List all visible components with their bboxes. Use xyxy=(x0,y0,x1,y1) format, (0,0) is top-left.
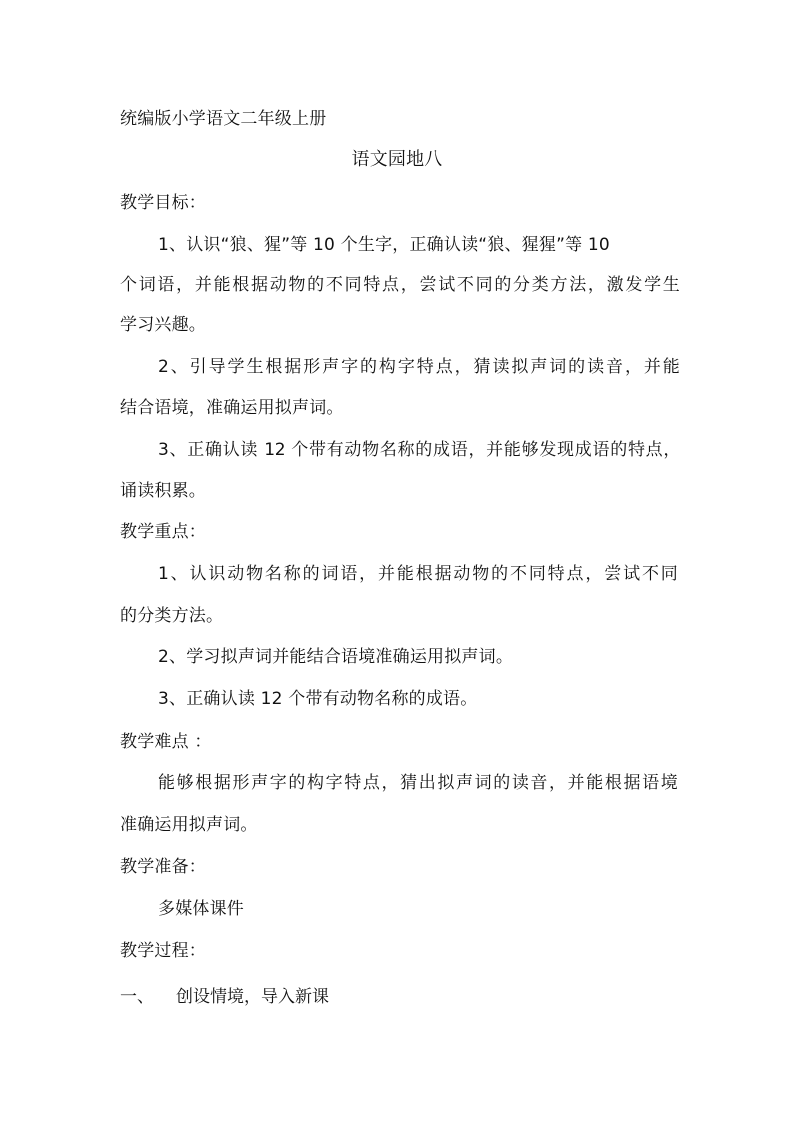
process-step-1-number: 一、 xyxy=(120,987,154,1007)
teaching-goals-heading: 教学目标： xyxy=(120,193,206,213)
key-point-1-line-1: 1、认识动物名称的词语，并能根据动物的不同特点，尝试不同 xyxy=(158,564,678,584)
document-subtitle: 统编版小学语文二年级上册 xyxy=(120,109,327,129)
goal-2-line-1: 2、引导学生根据形声字的构字特点，猜读拟声词的读音，并能 xyxy=(158,357,680,377)
document-title: 语文园地八 xyxy=(351,149,443,170)
difficulties-heading: 教学难点 ： xyxy=(120,732,212,752)
preparation-heading: 教学准备： xyxy=(120,857,206,877)
key-point-3: 3、正确认读 12 个带有动物名称的成语。 xyxy=(158,689,478,709)
goal-3-line-2: 诵读积累。 xyxy=(120,481,206,501)
goal-1-line-2: 个词语，并能根据动物的不同特点，尝试不同的分类方法，激发学生 xyxy=(120,275,680,295)
key-point-1-line-2: 的分类方法。 xyxy=(120,606,224,626)
key-point-2: 2、学习拟声词并能结合语境准确运用拟声词。 xyxy=(158,647,514,667)
goal-1-line-1: 1、认识“狼、猩”等 10 个生字，正确认读“狼、猩猩”等 10 xyxy=(158,235,610,255)
goal-1-line-3: 学习兴趣。 xyxy=(120,315,206,335)
key-points-heading: 教学重点： xyxy=(120,522,206,542)
process-step-1-text: 创设情境，导入新课 xyxy=(176,987,329,1007)
difficulty-line-1: 能够根据形声字的构字特点，猜出拟声词的读音，并能根据语境 xyxy=(158,773,678,793)
goal-2-line-2: 结合语境，准确运用拟声词。 xyxy=(120,398,344,418)
process-heading: 教学过程： xyxy=(120,941,206,961)
difficulty-line-2: 准确运用拟声词。 xyxy=(120,815,258,835)
preparation-content: 多媒体课件 xyxy=(158,899,244,919)
goal-3-line-1: 3、正确认读 12 个带有动物名称的成语，并能够发现成语的特点， xyxy=(158,440,680,460)
